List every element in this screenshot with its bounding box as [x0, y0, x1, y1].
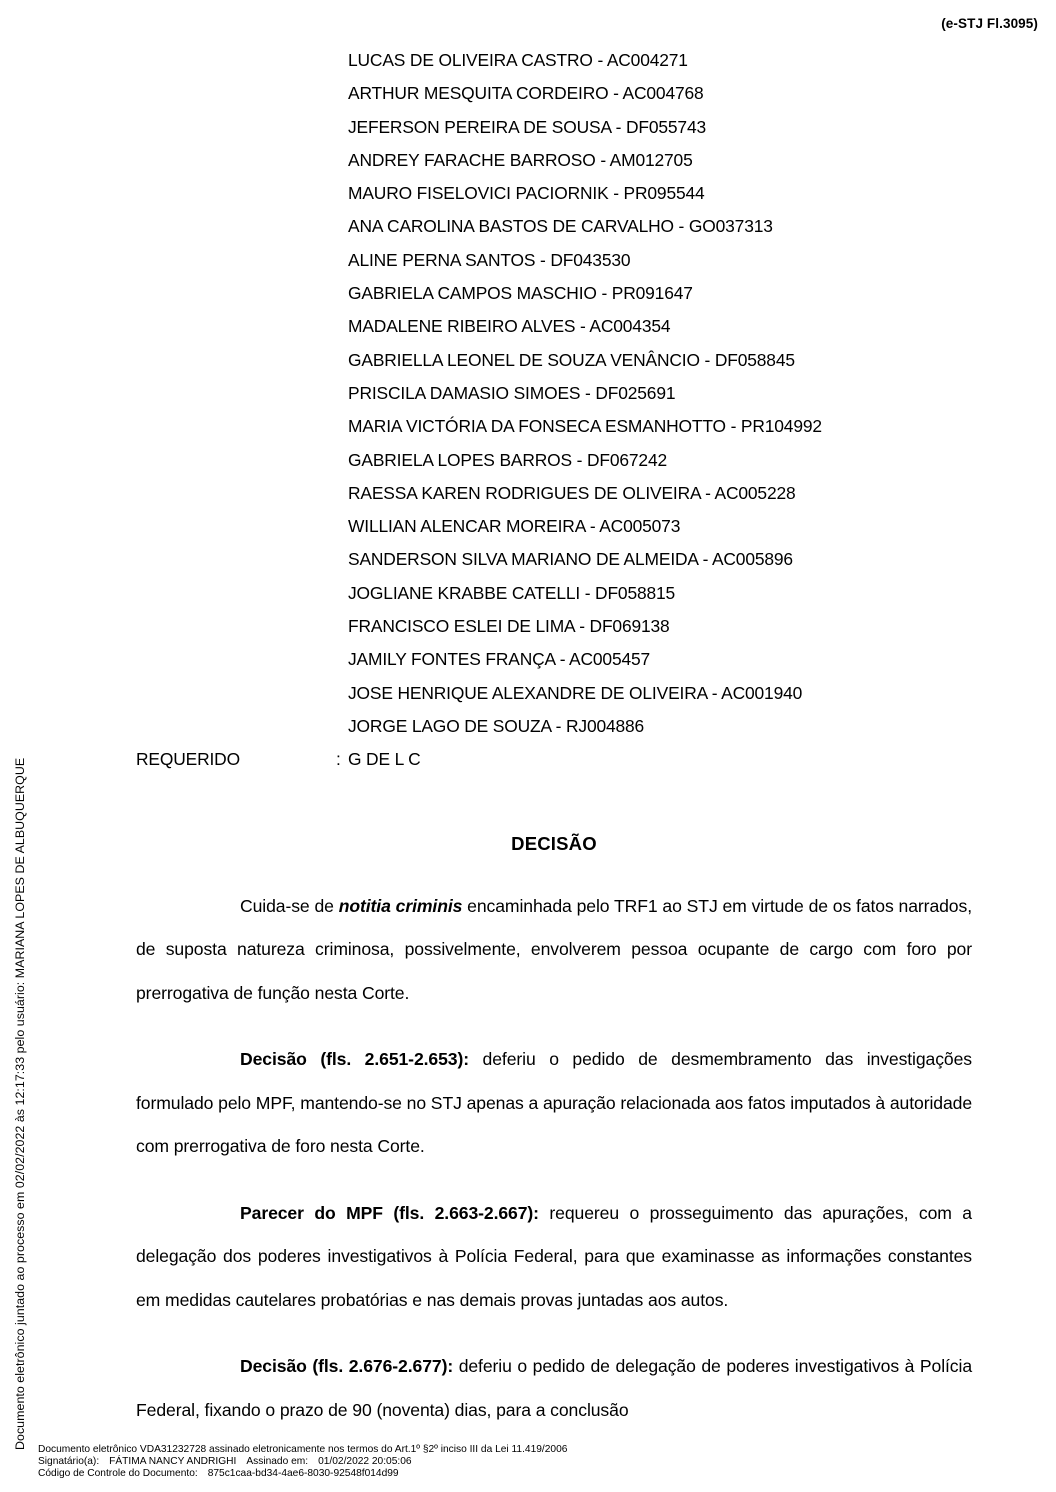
paragraph-decisao-2651	[136, 1038, 972, 1169]
paragraph-3-lead: Parecer do MPF (fls. 2.663-2.667):	[240, 1202, 539, 1223]
list-item: JAMILY FONTES FRANÇA - AC005457	[348, 649, 651, 670]
list-item: ANA CAROLINA BASTOS DE CARVALHO - GO037313	[348, 216, 773, 237]
list-item: WILLIAN ALENCAR MOREIRA - AC005073	[348, 516, 681, 537]
list-item: ARTHUR MESQUITA CORDEIRO - AC004768	[348, 83, 704, 104]
paragraph-parecer-mpf	[136, 1192, 972, 1323]
footer-signatory-line	[38, 1456, 567, 1468]
electronic-filing-stamp	[10, 730, 32, 1450]
list-item: SANDERSON SILVA MARIANO DE ALMEIDA - AC005896	[348, 549, 793, 570]
advocates-list	[136, 44, 972, 743]
paragraph-3-rest: requereu o prosseguimento das apurações, com a delegação dos poderes investigativos à Polícia Federal, para que examinasse as informações constantes em medidas cautelares probatórias e nas demais provas juntadas aos autos.	[136, 1202, 972, 1310]
list-item: GABRIELLA LEONEL DE SOUZA VENÂNCIO - DF058845	[348, 349, 795, 370]
list-item: GABRIELA LOPES BARROS - DF067242	[348, 449, 667, 470]
requerido-label: REQUERIDO	[136, 749, 240, 770]
paragraph-4-lead: Decisão (fls. 2.676-2.677):	[240, 1356, 454, 1377]
list-item: ANDREY FARACHE BARROSO - AM012705	[348, 149, 693, 170]
page-title: DECISÃO	[511, 832, 597, 854]
footer-control-code-line	[38, 1468, 567, 1480]
list-item: MADALENE RIBEIRO ALVES - AC004354	[348, 316, 671, 337]
signature-footer	[38, 1444, 567, 1480]
paragraph-2-lead: Decisão (fls. 2.651-2.653):	[240, 1049, 469, 1070]
list-item: LUCAS DE OLIVEIRA CASTRO - AC004271	[348, 50, 688, 70]
requerido-separator: :	[336, 749, 341, 770]
list-item: PRISCILA DAMASIO SIMOES - DF025691	[348, 382, 676, 403]
list-item: JEFERSON PEREIRA DE SOUSA - DF055743	[348, 116, 706, 137]
list-item: JORGE LAGO DE SOUZA - RJ004886	[348, 715, 645, 736]
list-item: JOSE HENRIQUE ALEXANDRE DE OLIVEIRA - AC001940	[348, 682, 803, 703]
footer-signed-label: Assinado em:	[246, 1455, 309, 1467]
document-content	[136, 44, 972, 1432]
footer-signatory-label: Signatário(a):	[38, 1455, 100, 1467]
list-item: JOGLIANE KRABBE CATELLI - DF058815	[348, 582, 676, 603]
footer-document-id-line: Documento eletrônico VDA31232728 assinado eletronicamente nos termos do Art.1º §2º inciso III da Lei 11.419/2006	[38, 1443, 568, 1455]
list-item: MAURO FISELOVICI PACIORNIK - PR095544	[348, 183, 705, 204]
list-item: FRANCISCO ESLEI DE LIMA - DF069138	[348, 616, 670, 637]
paragraph-decisao-2676	[136, 1345, 972, 1432]
electronic-filing-stamp-text: Documento eletrônico juntado ao processo em 02/02/2022 às 12:17:33 pelo usuário: MARIANA LOPES DE ALBUQUERQUE	[13, 757, 27, 1450]
footer-control-code-label: Código de Controle do Documento:	[38, 1467, 198, 1479]
footer-signed-timestamp: 01/02/2022 20:05:06	[318, 1455, 412, 1467]
list-item: MARIA VICTÓRIA DA FONSECA ESMANHOTTO - PR104992	[348, 416, 822, 437]
paragraph-2-rest: deferiu o pedido de desmembramento das investigações formulado pelo MPF, mantendo-se no STJ apenas a apuração relacionada aos fatos imputados à autoridade com prerrogativa de foro nesta Corte.	[136, 1049, 972, 1157]
requerido-row	[136, 743, 972, 776]
folio-stamp: (e-STJ Fl.3095)	[941, 16, 1038, 31]
requerido-value: G DE L C	[348, 749, 421, 770]
paragraph-notitia-criminis	[136, 885, 972, 1016]
footer-control-code-value: 875c1caa-bd34-4ae6-8030-92548f014d99	[207, 1467, 399, 1479]
paragraph-4-rest: deferiu o pedido de delegação de poderes investigativos à Polícia Federal, fixando o prazo de 90 (noventa) dias, para a conclusão	[136, 1356, 972, 1420]
paragraph-1-emphasis: notitia criminis	[338, 895, 463, 916]
list-item: GABRIELA CAMPOS MASCHIO - PR091647	[348, 283, 693, 304]
footer-signatory-name: FÁTIMA NANCY ANDRIGHI	[109, 1455, 237, 1467]
list-item: RAESSA KAREN RODRIGUES DE OLIVEIRA - AC005228	[348, 482, 796, 503]
paragraph-1-rest: encaminhada pelo TRF1 ao STJ em virtude de os fatos narrados, de suposta natureza criminosa, possivelmente, envolverem pessoa ocupante de cargo com foro por prerrogativa de função nesta Corte.	[136, 895, 972, 1003]
paragraph-1-lead: Cuida-se de	[240, 895, 339, 916]
list-item: ALINE PERNA SANTOS - DF043530	[348, 249, 631, 270]
